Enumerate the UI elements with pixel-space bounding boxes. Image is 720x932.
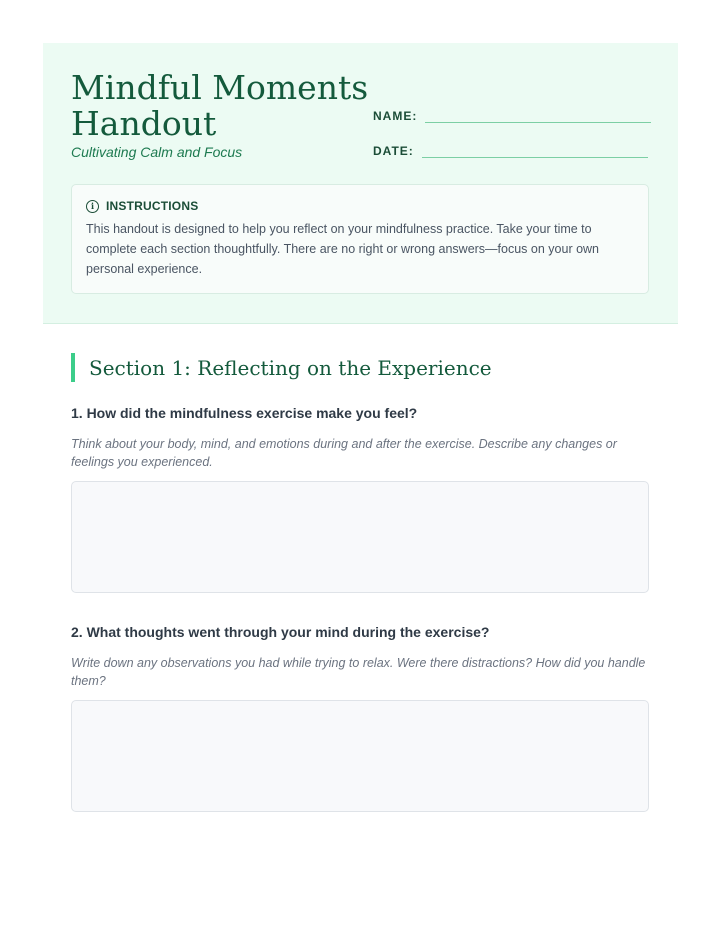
instructions-title: INSTRUCTIONS [106,199,199,213]
name-label: NAME: [373,109,418,123]
info-icon: i [86,200,99,213]
page-subtitle: Cultivating Calm and Focus [71,144,243,160]
instructions-box [71,184,649,294]
name-field[interactable] [373,109,651,123]
question-2-hint: Write down any observations you had while trying to relax. Were there distractions? How did you handle them? [71,656,646,688]
question-1-answer-box[interactable] [71,481,649,593]
date-line[interactable] [422,157,648,158]
section-1-title: Section 1: Reflecting on the Experience [89,355,492,380]
question-1 [71,404,649,471]
section-accent-bar [71,353,75,382]
instructions-header [86,199,634,213]
question-2-answer-box[interactable] [71,700,649,812]
header-band [43,43,678,324]
question-2 [71,623,649,690]
section-1-heading [71,353,492,382]
date-field[interactable] [373,144,648,158]
page-title: Mindful Moments Handout [71,68,369,143]
question-1-hint: Think about your body, mind, and emotions during and after the exercise. Describe any changes or feelings you experienced. [71,437,617,469]
name-line[interactable] [425,122,651,123]
date-label: DATE: [373,144,414,158]
instructions-text: This handout is designed to help you reflect on your mindfulness practice. Take your time to complete each section thoughtfully. There are no right or wrong answers—focus on your own personal experience. [86,222,600,276]
question-2-text: 2. What thoughts went through your mind during the exercise? [71,624,490,640]
question-1-text: 1. How did the mindfulness exercise make you feel? [71,405,418,421]
